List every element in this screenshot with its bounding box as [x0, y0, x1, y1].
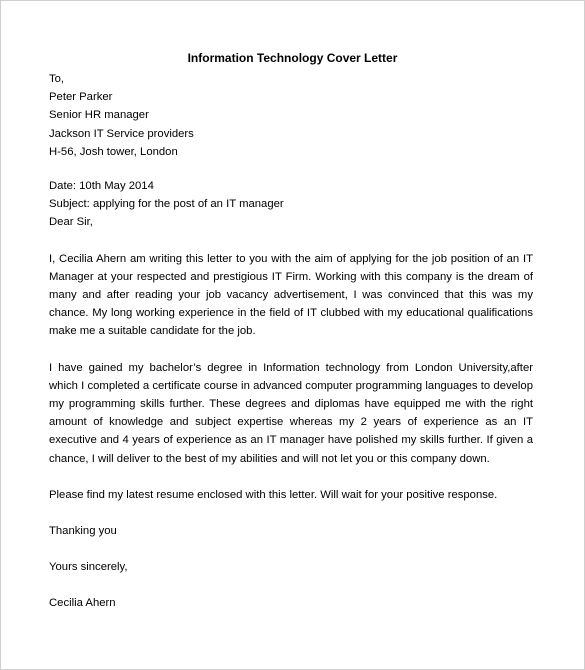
- spacer: [49, 232, 533, 250]
- letter-date: Date: 10th May 2014: [49, 179, 154, 192]
- letter-body: [49, 70, 533, 613]
- recipient-address: H-56, Josh tower, London: [49, 145, 178, 158]
- recipient-company: Jackson IT Service providers: [49, 127, 194, 140]
- signature-name: Cecilia Ahern: [49, 597, 116, 610]
- body-paragraph-2: I have gained my bachelor’s degree in Information technology from London University,after which I completed a certificate course in advanced computer programming languages to develop my programming skills further. These degrees and diplomas have equipped me with the right amount of knowledge and subject expertise whereas my 2 years of experience as an IT executive and 4 years of experience as an IT manager have polished my skills further. If given a chance, I will deliver to the best of my abilities and will not let you or this company down.: [49, 361, 533, 465]
- recipient-name: Peter Parker: [49, 91, 113, 104]
- thanks-line: Thanking you: [49, 524, 117, 537]
- letter-subject: Subject: applying for the post of an IT manager: [49, 198, 284, 211]
- body-paragraph-1: I, Cecilia Ahern am writing this letter to you with the aim of applying for the job position of an IT Manager at your respected and prestigious IT Firm. Working with this company is the dream of many and after reading your job vacancy advertisement, I was convinced that this was my chance. My long working experience in the field of IT clubbed with my educational qualifications make me a suitable candidate for the job.: [49, 252, 533, 338]
- spacer: [49, 341, 533, 359]
- to-line: To,: [49, 73, 65, 85]
- spacer: [49, 540, 533, 558]
- body-paragraph-3: Please find my latest resume enclosed with this letter. Will wait for your positive response.: [49, 488, 498, 501]
- letter-title: Information Technology Cover Letter: [187, 51, 398, 65]
- spacer: [49, 161, 533, 177]
- spacer: [49, 576, 533, 594]
- salutation: Dear Sir,: [49, 216, 93, 229]
- recipient-position: Senior HR manager: [49, 109, 149, 122]
- spacer: [49, 504, 533, 522]
- closing-line: Yours sincerely,: [49, 561, 128, 574]
- spacer: [49, 468, 533, 486]
